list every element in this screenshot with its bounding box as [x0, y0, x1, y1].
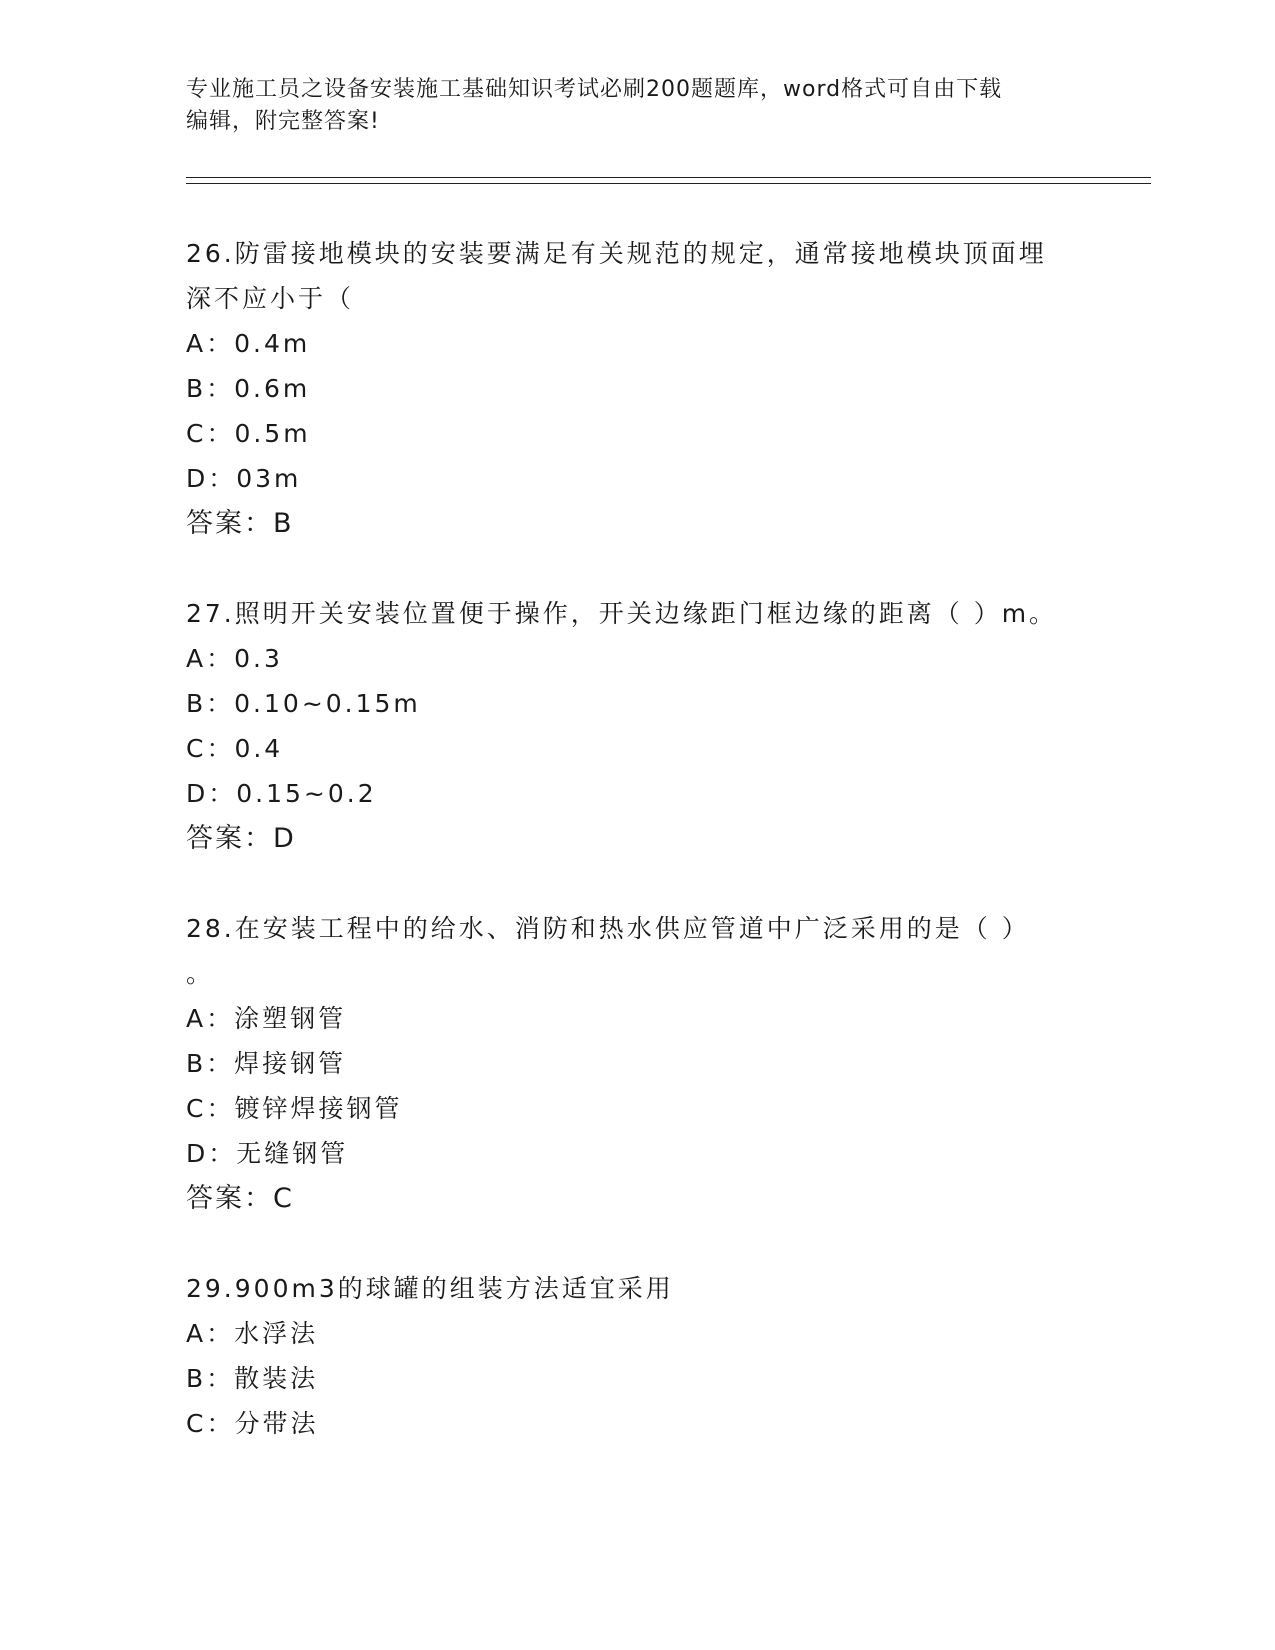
question-28-option-b: B：焊接钢管	[186, 1049, 347, 1078]
question-28-stem-line2: 。	[186, 959, 215, 988]
question-27-option-a: A：0.3	[186, 644, 283, 673]
question-28-option-a: A：涂塑钢管	[186, 1004, 347, 1033]
header-title-line1: 专业施工员之设备安装施工基础知识考试必刷200题题库，word格式可自由下载	[186, 77, 1003, 102]
question-29-option-a: A：水浮法	[186, 1319, 319, 1348]
question-26-stem-line2: 深不应小于（	[186, 284, 355, 313]
question-27-option-b: B：0.10~0.15m	[186, 689, 421, 718]
question-29-stem-line1: 29.900m3的球罐的组装方法适宜采用	[186, 1274, 674, 1303]
question-28-option-c: C：镀锌焊接钢管	[186, 1094, 403, 1123]
question-26-answer: 答案：B	[186, 508, 294, 539]
question-29-option-b: B：散装法	[186, 1364, 319, 1393]
question-29-option-c: C：分带法	[186, 1409, 319, 1438]
question-26-option-c: C：0.5m	[186, 419, 311, 448]
question-26-option-a: A：0.4m	[186, 329, 311, 358]
question-27-option-c: C：0.4	[186, 734, 284, 763]
question-28-stem-line1: 28.在安装工程中的给水、消防和热水供应管道中广泛采用的是（ ）	[186, 914, 1030, 943]
question-28-answer: 答案：C	[186, 1183, 294, 1214]
question-26-option-b: B：0.6m	[186, 374, 311, 403]
document-header	[186, 74, 1086, 138]
question-28-option-d: D：无缝钢管	[186, 1139, 349, 1168]
header-divider-top	[186, 177, 1151, 178]
question-27-answer: 答案：D	[186, 823, 296, 854]
question-26-option-d: D：03m	[186, 464, 302, 493]
header-divider-bottom	[186, 183, 1151, 184]
header-title-line2: 编辑，附完整答案!	[186, 109, 380, 134]
question-27-stem-line1: 27.照明开关安装位置便于操作，开关边缘距门框边缘的距离（ ）m。	[186, 599, 1058, 628]
question-27-option-d: D：0.15~0.2	[186, 779, 377, 808]
question-26-stem-line1: 26.防雷接地模块的安装要满足有关规范的规定，通常接地模块顶面埋	[186, 239, 1047, 268]
